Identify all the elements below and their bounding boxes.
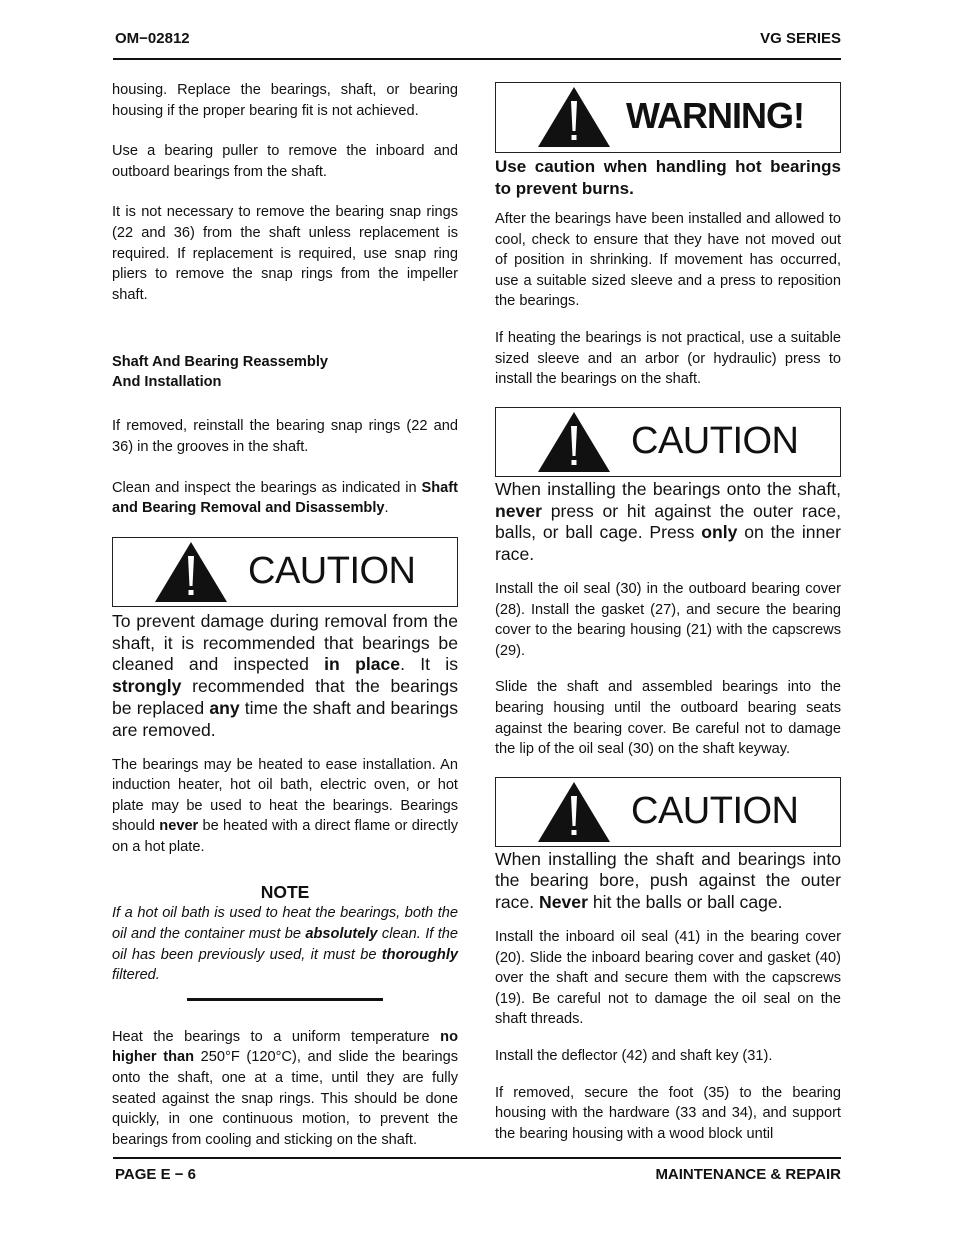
paragraph: Clean and inspect the bearings as indicated in Shaft and Bearing Removal and Disassembly. — [112, 479, 458, 517]
paragraph: Slide the shaft and assembled bearings into the bearing housing until the outboard bearing seats against the bearing cover. Be careful not to damage the lip of the oil seal (30) on the shaft keyway. — [495, 679, 841, 758]
paragraph: Use a bearing puller to remove the inboard and outboard bearings from the shaft. — [112, 143, 458, 180]
caution-label: CAUTION — [631, 419, 799, 462]
paragraph: Install the oil seal (30) in the outboard bearing cover (28). Install the gasket (27), and secure the bearing cover to the bearing housing (21) with the capscrews (29). — [495, 580, 841, 659]
caution-box — [495, 407, 841, 477]
left-column — [112, 80, 458, 1150]
section-name: MAINTENANCE & REPAIR — [655, 1166, 841, 1183]
page-header — [113, 30, 841, 50]
paragraph: After the bearings have been installed and allowed to cool, check to ensure that they have not moved out of position in shrinking. If movement has occurred, use a suitable sized sleeve and a press to reposition the bearings. — [495, 211, 841, 310]
caution-box — [495, 777, 841, 847]
note-divider — [187, 998, 383, 1001]
paragraph: If heating the bearings is not practical, use a suitable sized sleeve and an arbor (or hydraulic) press to install the bearings on the shaft. — [495, 329, 841, 388]
document-number: OM−02812 — [115, 30, 190, 47]
warning-box — [495, 82, 841, 153]
section-heading: Shaft And Bearing Reassembly And Installation — [112, 354, 328, 391]
warning-triangle-icon — [536, 780, 612, 844]
paragraph: Install the deflector (42) and shaft key (31). — [495, 1048, 773, 1065]
note-text: If a hot oil bath is used to heat the bearings, both the oil and the container must be absolutely clean. If the oil has been previously used, it must be thoroughly filtered. — [112, 905, 458, 984]
footer-rule — [113, 1157, 841, 1159]
header-rule — [113, 58, 841, 60]
paragraph: The bearings may be heated to ease installation. An induction heater, hot oil bath, electric oven, or hot plate may be used to heat the bearings. Bearings should never be heated with a direct flame or directly on a hot plate. — [112, 756, 459, 855]
warning-triangle-icon — [153, 540, 229, 604]
caution-label: CAUTION — [248, 549, 416, 592]
caution-box — [112, 537, 458, 607]
series-name: VG SERIES — [760, 30, 841, 47]
caution-text: When installing the bearings onto the shaft, never press or hit against the outer race, balls, or ball cage. Press only on the inner race. — [495, 478, 841, 565]
caution-text: To prevent damage during removal from the shaft, it is recommended that bearings be cleaned and inspected in place. It is strongly recommended that the bearings be replaced any time the shaft and bearings are removed. — [112, 610, 458, 740]
caution-label: CAUTION — [631, 789, 799, 832]
right-column — [495, 82, 841, 1144]
warning-triangle-icon — [536, 85, 612, 149]
warning-text: Use caution when handling hot bearings to prevent burns. — [495, 157, 841, 198]
page-number: PAGE E − 6 — [115, 1166, 197, 1183]
paragraph: It is not necessary to remove the bearing snap rings (22 and 36) from the shaft unless replacement is required. If replacement is required, use snap ring pliers to remove the snap rings from the impeller shaft. — [112, 204, 458, 303]
paragraph: housing. Replace the bearings, shaft, or bearing housing if the proper bearing fit is not achieved. — [112, 82, 458, 119]
page-footer — [113, 1166, 841, 1186]
note-title: NOTE — [260, 882, 310, 903]
paragraph: Heat the bearings to a uniform temperature no higher than 250°F (120°C), and slide the bearings onto the shaft, one at a time, until they are fully seated against the snap rings. This should be done quickly, in one continuous motion, to prevent the bearings from cooling and sticking on the shaft. — [112, 1028, 458, 1148]
paragraph: Install the inboard oil seal (41) in the bearing cover (20). Slide the inboard bearing cover and gasket (40) over the shaft and secure them with the capscrews (19). Be careful not to damage the oil seal on the shaft threads. — [495, 929, 841, 1028]
caution-text: When installing the shaft and bearings into the bearing bore, push against the outer race. Never hit the balls or ball cage. — [495, 848, 841, 913]
paragraph: If removed, reinstall the bearing snap rings (22 and 36) in the grooves in the shaft. — [112, 418, 458, 455]
warning-triangle-icon — [536, 410, 612, 474]
warning-label: WARNING! — [626, 95, 804, 136]
paragraph: If removed, secure the foot (35) to the bearing housing with the hardware (33 and 34), and support the bearing housing with a wood block until — [495, 1084, 841, 1142]
